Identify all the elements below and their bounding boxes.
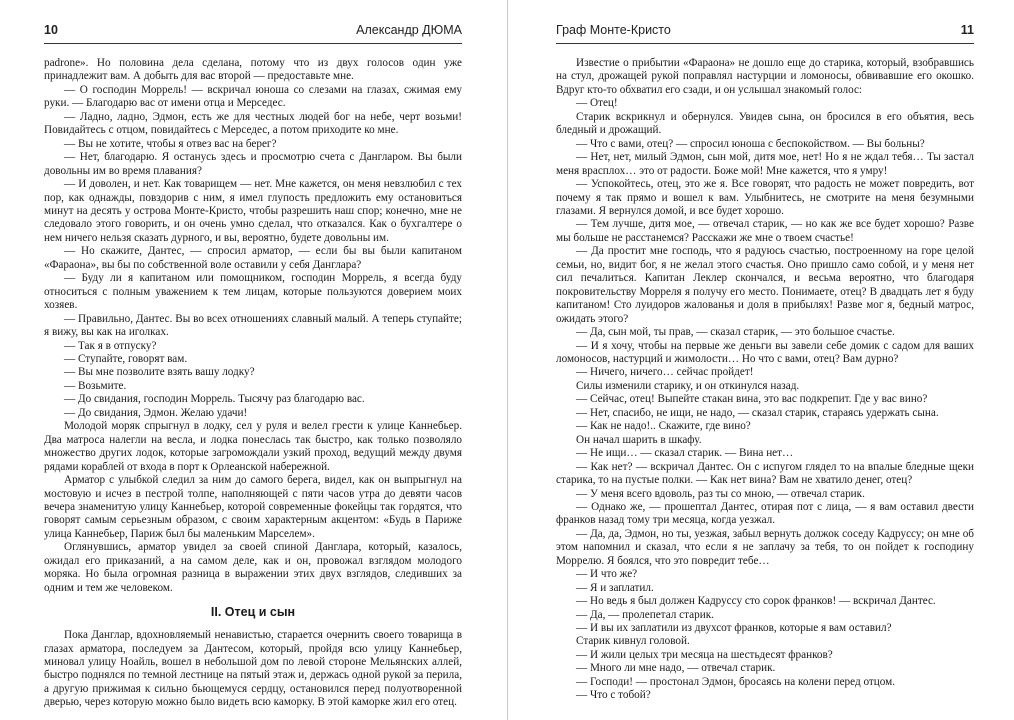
paragraph: — У меня всего вдоволь, раз ты со мною, — отвечал старик. — [576, 487, 865, 500]
left-running-title: Александр ДЮМА — [356, 23, 462, 37]
paragraph: — Но ведь я был должен Кадруссу сто сорок франков! — вскричал Дантес. — [576, 595, 936, 608]
paragraph: Старик кивнул головой. — [576, 635, 690, 648]
paragraph: — Нет, нет, милый Эдмон, сын мой, дитя мое, нет! Но я не ждал тебя… Ты застал меня врасплох… это от радости. Боже мой! Мне кажется, что я умру! — [556, 151, 974, 177]
paragraph: — Господи! — простонал Эдмон, бросаясь на колени перед отцом. — [576, 675, 896, 688]
paragraph: — Так я в отпуску? — [64, 339, 157, 352]
paragraph: Старик вскрикнул и обернулся. Увидев сына, он бросился в его объятия, весь бледный и дрожащий. — [556, 110, 974, 137]
paragraph: — Возьмите. — [64, 379, 127, 392]
paragraph: — Однако же, — прошептал Дантес, отирая пот с лица, — я вам оставил двести франков назад тому три месяца, когда уезжал. — [556, 500, 974, 527]
paragraph: — И что же? — [576, 568, 638, 581]
right-header-rule — [556, 43, 974, 44]
paragraph: — Вы мне позволите взять вашу лодку? — [64, 366, 255, 379]
right-page-number: 11 — [960, 23, 974, 37]
paragraph: — Ничего, ничего… сейчас пройдет! — [576, 366, 754, 379]
left-running-head — [44, 20, 462, 40]
right-running-head — [556, 20, 974, 40]
paragraph: — Нет, спасибо, не ищи, не надо, — сказал старик, стараясь удержать сына. — [576, 406, 939, 419]
paragraph: padrone». Но половина дела сделана, потому что из двух голосов один уже принадлежит вам. А добыть для вас второй — предоставьте мне. — [44, 57, 462, 83]
left-page — [44, 0, 462, 720]
left-page-body — [44, 57, 462, 710]
paragraph: — Что с тобой? — [576, 689, 651, 702]
paragraph: — Да, сын мой, ты прав, — сказал старик, — это большое счастье. — [576, 326, 895, 339]
paragraph: Пока Данглар, вдохновляемый ненавистью, старается очернить своего товарища в глазах арматора, последуем за Дантесом, который, пройдя всю улицу Каннебьер, миновал улицу Ноайль, вошел в небольшой дом по левой стороне Мельянских аллей, быстро поднялся по темной лестнице на пятый этаж и, держась одной рукой за перила, а другую прижимая к сильно бьющемуся сердцу, остановился перед полуотворенной дверью, через которую можно было видеть всю каморку. В этой каморке жил его отец. — [44, 629, 462, 709]
paragraph: — Но скажите, Дантес, — спросил арматор, — если бы вы были капитаном «Фараона», вы бы по собственной воле оставили у себя Данглара? — [44, 245, 462, 271]
right-page — [556, 0, 974, 720]
page-gutter — [507, 0, 508, 720]
paragraph: — Да, да, Эдмон, но ты, уезжая, забыл вернуть должок соседу Кадруссу; он мне об этом напомнил и сказал, что если я не заплачу за тебя, то он пойдет к господину Моррелю. Я боялся, что это повредит тебе… — [556, 527, 974, 567]
paragraph: — Успокойтесь, отец, это же я. Все говорят, что радость не может повредить, вот почему я так прямо и вошел к вам. Улыбнитесь, не смотрите на меня безумными глазами. Я вернулся домой, и все будет хорошо. — [556, 178, 974, 217]
paragraph: — Не ищи… — сказал старик. — Вина нет… — [576, 447, 794, 460]
paragraph: — Правильно, Дантес. Вы во всех отношениях славный малый. А теперь ступайте; я вижу, вы как на иголках. — [44, 312, 462, 339]
paragraph: — Тем лучше, дитя мое, — отвечал старик, — но как же все будет хорошо? Разве мы больше не расстанемся? Расскажи же мне о твоем счастье! — [556, 218, 974, 244]
paragraph: Арматор с улыбкой следил за ним до самого берега, видел, как он выпрыгнул на мостовую и исчез в пестрой толпе, наполняющей с пяти часов утра до девяти часов вечера знаменитую улицу Каннебьер, которой современные фокейцы так гордятся, что говорят самым серьезным образом, с своим характерным акцентом: «Будь в Париже улица Каннебьер, Париж был бы маленьким Марселем». — [44, 474, 462, 540]
left-page-number: 10 — [44, 23, 58, 37]
paragraph: — Как не надо!.. Скажите, где вино? — [576, 420, 751, 433]
paragraph: — И жили целых три месяца на шестьдесят франков? — [576, 648, 833, 661]
paragraph: — Буду ли я капитаном или помощником, господин Моррель, я всегда буду относиться с полным уважением к тем лицам, которые пользуются доверием моих хозяев. — [44, 272, 462, 312]
paragraph: — Отец! — [576, 97, 618, 110]
paragraph: — Вы не хотите, чтобы я отвез вас на берег? — [64, 137, 277, 150]
paragraph: — Ладно, ладно, Эдмон, есть же для честных людей бог на небе, черт возьми! Повидайтесь с отцом, повидайтесь с Мерседес, а потом приходите ко мне. — [44, 110, 462, 137]
paragraph: — Ступайте, говорят вам. — [64, 352, 188, 365]
paragraph: — Нет, благодарю. Я останусь здесь и просмотрю счета с Дангларом. Вы были довольны им во время плавания? — [44, 151, 462, 177]
paragraph: Молодой моряк спрыгнул в лодку, сел у руля и велел грести к улице Каннебьер. Два матроса налегли на весла, и лодка понеслась так быстро, как только позволяло множество других лодок, которые загромождали узкий проход, ведущий между двумя рядами кораблей от входа в порт к Орлеанской набережной. — [44, 420, 462, 473]
left-header-rule — [44, 43, 462, 44]
paragraph: Оглянувшись, арматор увидел за своей спиной Данглара, который, казалось, ожидал его приказаний, а на самом деле, как и он, провожал взглядом молодого моряка. Но была огромная разница в выражении этих двух взглядов, следивших за одним и тем же человеком. — [44, 541, 462, 594]
paragraph: — Я и заплатил. — [576, 581, 654, 594]
paragraph: — Много ли мне надо, — отвечал старик. — [576, 662, 776, 675]
paragraph: Он начал шарить в шкафу. — [576, 433, 702, 446]
chapter-title: II. Отец и сын — [210, 605, 296, 620]
right-page-body — [556, 57, 974, 703]
paragraph: Силы изменили старику, и он откинулся назад. — [576, 379, 800, 392]
paragraph: — Сейчас, отец! Выпейте стакан вина, это вас подкрепит. Где у вас вино? — [576, 393, 928, 406]
paragraph: — До свидания, Эдмон. Желаю удачи! — [64, 406, 248, 419]
paragraph: — Да простит мне господь, что я радуюсь счастью, построенному на горе целой семьи, но, видит бог, я не желал этого счастья. Оно пришло само собой, и у меня нет сил печалиться. Капитан Леклер скончался, и весьма вероятно, что благодаря покровительству Морреля я получу его место. Понимаете, отец? В двадцать лет я буду капитаном! Сто луидоров жалованья и доля в прибылях! Разве мог я, бедный матрос, ожидать этого? — [556, 245, 974, 325]
paragraph: — И доволен, и нет. Как товарищем — нет. Мне кажется, он меня невзлюбил с тех пор, как однажды, повздорив с ним, я имел глупость предложить ему остановиться минут на десять у острова Монте-Кристо, чтобы разрешить наш спор; конечно, мне не следовало этого говорить, и он очень умно сделал, что отказался. Как о бухгалтере о нем ничего нельзя сказать дурного, и вы, вероятно, будете довольны им. — [44, 178, 462, 244]
paragraph: — Да, — пролепетал старик. — [576, 608, 714, 621]
paragraph: — Как нет? — вскричал Дантес. Он с испугом глядел то на впалые бледные щеки старика, то на пустые полки. — Как нет вина? Вам не хватило денег, отец? — [556, 460, 974, 487]
right-running-title: Граф Монте-Кристо — [556, 23, 671, 37]
paragraph: — До свидания, господин Моррель. Тысячу раз благодарю вас. — [64, 393, 365, 406]
paragraph: — О господин Моррель! — вскричал юноша со слезами на глазах, сжимая ему руки. — Благодарю вас от имени отца и Мерседес. — [44, 83, 462, 110]
paragraph: Известие о прибытии «Фараона» не дошло еще до старика, который, взобравшись на стул, дрожащей рукой поправлял настурции и ломоносы, обвивавшие его окошко. Вдруг кто-то обхватил его сзади, и он услышал знакомый голос: — [556, 57, 974, 96]
paragraph: — И я хочу, чтобы на первые же деньги вы завели себе домик с садом для ваших ломоносов, настурций и жимолости… Но что с вами, отец? Вам дурно? — [556, 339, 974, 365]
paragraph: — И вы их заплатили из двухсот франков, которые я вам оставил? — [576, 622, 892, 635]
paragraph: — Что с вами, отец? — спросил юноша с беспокойством. — Вы больны? — [576, 137, 925, 150]
